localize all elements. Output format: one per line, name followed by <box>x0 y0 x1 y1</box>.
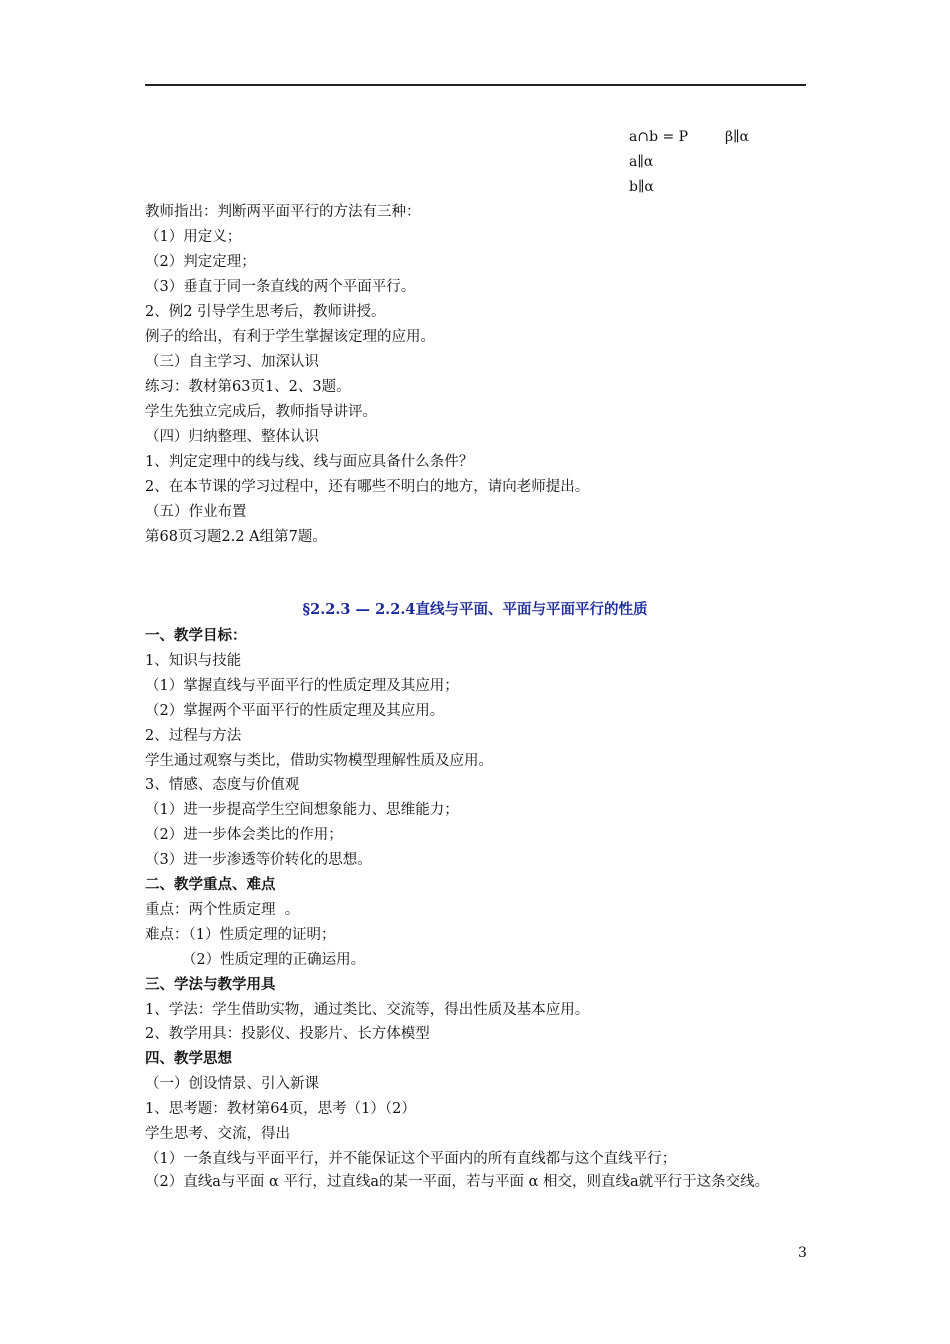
text-line: 第68页习题2.2 A组第7题。 <box>145 529 327 545</box>
text-line: 学生通过观察与类比，借助实物模型理解性质及应用。 <box>145 753 493 769</box>
text-line: 2、在本节课的学习过程中，还有哪些不明白的地方，请向老师提出。 <box>145 479 590 495</box>
section-heading: 三、学法与教学用具 <box>145 976 276 993</box>
formula-line-1 <box>629 127 749 147</box>
text-line: （3）垂直于同一条直线的两个平面平行。 <box>145 279 416 295</box>
formula-plane-parallel: β∥α <box>725 129 750 145</box>
text-line: 2、过程与方法 <box>145 728 242 744</box>
text-line: 学生思考、交流，得出 <box>145 1126 290 1142</box>
text-line: （一）创设情景、引入新课 <box>145 1076 319 1092</box>
formula-line-3: b∥α <box>629 179 654 195</box>
section-heading: 二、教学重点、难点 <box>145 876 276 893</box>
text-line: 教师指出：判断两平面平行的方法有三种： <box>145 204 421 220</box>
text-line: （2）性质定理的正确运用。 <box>145 952 366 968</box>
text-line: （1）一条直线与平面平行，并不能保证这个平面内的所有直线都与这个直线平行； <box>145 1151 677 1167</box>
text-line: （2）进一步体会类比的作用； <box>145 827 343 843</box>
text-line: （3）进一步渗透等价转化的思想。 <box>145 852 372 868</box>
text-line: 2、教学用具：投影仪、投影片、长方体模型 <box>145 1026 430 1042</box>
text-line: （2）掌握两个平面平行的性质定理及其应用。 <box>145 703 445 719</box>
text-line: 1、学法：学生借助实物，通过类比、交流等，得出性质及基本应用。 <box>145 1002 590 1018</box>
text-line: （1）进一步提高学生空间想象能力、思维能力； <box>145 802 459 818</box>
text-line: 重点：两个性质定理 。 <box>145 902 300 918</box>
text-line: 难点：（1）性质定理的证明； <box>145 927 336 943</box>
text-line: 1、知识与技能 <box>145 653 242 669</box>
formula-line-2: a∥α <box>629 154 654 170</box>
formula-intersection: a∩b = P <box>629 129 689 145</box>
text-line: （1）掌握直线与平面平行的性质定理及其应用； <box>145 678 459 694</box>
header-rule <box>145 84 806 86</box>
text-line: 2、例2 引导学生思考后，教师讲授。 <box>145 304 386 320</box>
section-heading: 四、教学思想 <box>145 1050 232 1067</box>
text-line: （四）归纳整理、整体认识 <box>145 429 319 445</box>
last-paragraph: （2）直线a与平面 α 平行，过直线a的某一平面，若与平面 α 相交，则直线a就平行于这条交线。 <box>145 1174 770 1190</box>
text-line: 1、思考题：教材第64页，思考（1）（2） <box>145 1101 416 1117</box>
page-number: 3 <box>798 1245 807 1261</box>
text-line: 学生先独立完成后，教师指导讲评。 <box>145 404 377 420</box>
text-line: （1）用定义； <box>145 229 242 245</box>
section-title: §2.2.3 — 2.2.4直线与平面、平面与平面平行的性质 <box>302 601 648 618</box>
text-line: 练习：教材第63页1、2、3题。 <box>145 379 351 395</box>
text-line: （五）作业布置 <box>145 504 247 520</box>
text-line: （三）自主学习、加深认识 <box>145 354 319 370</box>
text-line: 3、情感、态度与价值观 <box>145 777 300 793</box>
section-heading: 一、教学目标： <box>145 627 247 644</box>
text-line: （2）判定定理； <box>145 254 256 270</box>
text-line: 1、判定定理中的线与线、线与面应具备什么条件？ <box>145 454 474 470</box>
text-line: 例子的给出，有利于学生掌握该定理的应用。 <box>145 329 435 345</box>
